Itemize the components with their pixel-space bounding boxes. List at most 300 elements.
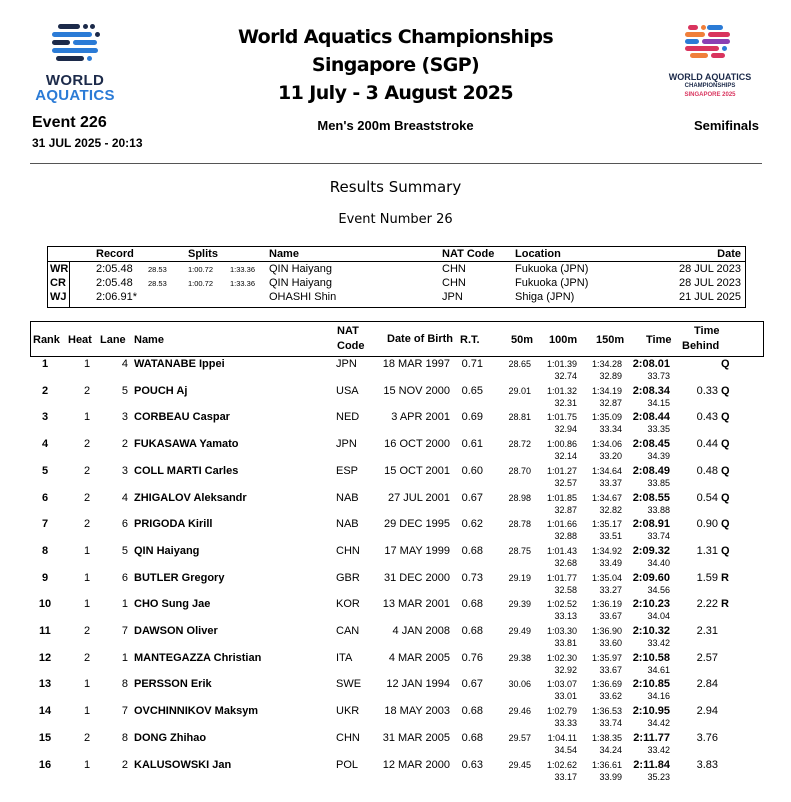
logo-text-aquatics: AQUATICS <box>35 87 115 104</box>
athlete-name: KALUSOWSKI Jan <box>134 758 232 771</box>
heat: 2 <box>83 731 91 744</box>
reaction-time: 0.68 <box>461 598 483 611</box>
split-100m: 1:03.07 <box>546 679 577 690</box>
heat: 2 <box>83 438 91 451</box>
records-header-splits: Splits <box>188 248 218 260</box>
nat-code: GBR <box>336 571 360 584</box>
header-lane: Lane <box>100 334 126 346</box>
split-100m: 1:01.66 <box>546 519 577 530</box>
final-time: 2:09.32 <box>632 544 670 557</box>
record-split-150: 1:33.36 <box>230 265 256 274</box>
split-100m: 1:02.62 <box>546 759 577 770</box>
time-behind: 2.57 <box>696 651 718 664</box>
date-of-birth: 4 MAR 2005 <box>388 651 450 664</box>
date-of-birth: 3 APR 2001 <box>391 411 450 424</box>
lane: 5 <box>121 384 128 397</box>
reaction-time: 0.68 <box>461 731 483 744</box>
nat-code: KOR <box>336 598 360 611</box>
logo-text-championships: CHAMPIONSHIPS <box>684 83 736 89</box>
split-50m: 29.45 <box>508 759 531 770</box>
split-50m: 28.78 <box>508 519 531 530</box>
rank: 12 <box>38 651 52 664</box>
table-row <box>0 732 791 759</box>
record-split-100: 1:00.72 <box>188 265 214 274</box>
nat-code: ESP <box>336 464 359 477</box>
lap-200m: 35.23 <box>647 771 670 782</box>
lap-200m: 33.85 <box>647 477 670 488</box>
split-150m: 1:34.19 <box>591 385 622 396</box>
lane: 1 <box>121 598 128 611</box>
final-time: 2:10.85 <box>632 678 670 691</box>
table-row <box>0 492 791 519</box>
lap-200m: 34.61 <box>647 664 670 675</box>
split-150m: 1:34.64 <box>591 465 622 476</box>
header-rank: Rank <box>33 334 60 346</box>
split-150m: 1:38.35 <box>591 732 622 743</box>
lap-200m: 34.40 <box>647 557 670 568</box>
reaction-time: 0.67 <box>461 678 483 691</box>
lap-150m: 33.27 <box>599 584 622 595</box>
lap-100m: 34.54 <box>554 744 577 755</box>
lap-150m: 33.20 <box>599 451 622 462</box>
lap-150m: 33.49 <box>599 557 622 568</box>
split-150m: 1:34.06 <box>591 439 622 450</box>
reaction-time: 0.68 <box>461 625 483 637</box>
date-of-birth: 18 MAY 2003 <box>384 705 450 718</box>
qualification-mark: Q <box>721 464 730 477</box>
qualification-mark: Q <box>721 518 730 531</box>
final-time: 2:11.77 <box>633 731 670 744</box>
lane: 8 <box>121 678 128 691</box>
records-header-location: Location <box>515 248 561 260</box>
final-time: 2:10.95 <box>632 705 670 718</box>
nat-code: CHN <box>336 731 360 744</box>
heat: 1 <box>83 358 91 370</box>
table-row <box>0 759 791 786</box>
rank: 16 <box>38 758 52 771</box>
lane: 1 <box>121 651 128 664</box>
reaction-time: 0.68 <box>461 544 483 557</box>
lap-150m: 33.67 <box>599 611 622 622</box>
date-of-birth: 31 DEC 2000 <box>383 571 450 584</box>
split-150m: 1:35.97 <box>591 652 622 663</box>
lane: 2 <box>121 438 128 451</box>
time-behind: 2.31 <box>696 625 718 637</box>
athlete-name: DONG Zhihao <box>134 731 207 744</box>
lap-200m: 34.39 <box>647 451 670 462</box>
header-nat: NAT <box>337 325 359 337</box>
header-rt: R.T. <box>460 334 480 346</box>
final-time: 2:10.32 <box>632 625 670 637</box>
lap-200m: 33.74 <box>647 531 670 542</box>
nat-code: JPN <box>336 358 357 370</box>
lap-100m: 33.81 <box>554 638 577 648</box>
athlete-name: CHO Sung Jae <box>134 598 211 611</box>
lap-100m: 32.92 <box>554 664 577 675</box>
lap-200m: 34.15 <box>647 397 670 408</box>
record-split-50: 28.53 <box>148 279 167 288</box>
qualification-mark: Q <box>721 491 730 504</box>
lap-100m: 32.94 <box>554 424 577 435</box>
rank: 2 <box>41 384 49 397</box>
header-time-behind-2: Behind <box>682 340 720 352</box>
header-time: Time <box>646 334 672 346</box>
date-of-birth: 4 JAN 2008 <box>392 625 450 637</box>
header-heat: Heat <box>68 334 92 346</box>
record-time: 2:05.48 <box>96 277 133 289</box>
records-header-name: Name <box>269 248 299 260</box>
nat-code: UKR <box>336 705 360 718</box>
split-50m: 28.75 <box>508 545 531 556</box>
table-row <box>0 678 791 705</box>
heat: 1 <box>83 571 91 584</box>
lap-100m: 32.87 <box>554 504 577 515</box>
split-100m: 1:04.11 <box>547 732 577 743</box>
header-divider <box>30 163 762 164</box>
split-150m: 1:36.61 <box>591 759 622 770</box>
date-of-birth: 17 MAY 1999 <box>384 544 450 557</box>
time-behind: 0.90 <box>696 518 718 531</box>
event-name: Men's 200m Breaststroke <box>317 118 474 133</box>
table-row <box>0 572 791 599</box>
lane: 4 <box>121 358 128 370</box>
lap-150m: 33.99 <box>599 771 622 782</box>
rank: 15 <box>38 731 52 744</box>
time-behind: 2.84 <box>696 678 718 691</box>
lap-100m: 33.01 <box>554 691 577 702</box>
record-type: WJ <box>50 291 67 303</box>
split-50m: 29.46 <box>508 706 531 717</box>
split-150m: 1:36.69 <box>591 679 622 690</box>
reaction-time: 0.61 <box>461 438 483 451</box>
athlete-name: CORBEAU Caspar <box>134 411 230 424</box>
lap-200m: 33.73 <box>647 371 670 381</box>
header-150m: 150m <box>596 334 625 346</box>
lap-200m: 33.35 <box>647 424 670 435</box>
heat: 1 <box>83 678 91 691</box>
rank: 3 <box>41 411 49 424</box>
final-time: 2:08.49 <box>632 464 670 477</box>
logo-text-singapore: SINGAPORE 2025 <box>684 92 736 98</box>
split-100m: 1:02.30 <box>546 652 577 663</box>
athlete-name: QIN Haiyang <box>134 544 200 557</box>
split-100m: 1:01.32 <box>546 385 577 396</box>
split-150m: 1:34.67 <box>591 492 622 503</box>
lap-100m: 33.17 <box>554 771 577 782</box>
lap-100m: 32.31 <box>554 397 577 408</box>
date-of-birth: 18 MAR 1997 <box>382 358 450 370</box>
final-time: 2:11.84 <box>633 758 670 771</box>
lap-150m: 33.34 <box>599 424 622 435</box>
lane: 8 <box>121 731 128 744</box>
rank: 6 <box>41 491 49 504</box>
nat-code: POL <box>336 758 359 771</box>
final-time: 2:08.55 <box>632 491 670 504</box>
reaction-time: 0.76 <box>461 651 483 664</box>
time-behind: 2.94 <box>696 705 718 718</box>
event-phase: Semifinals <box>693 118 759 133</box>
rank: 7 <box>41 518 49 531</box>
split-100m: 1:01.39 <box>546 359 577 369</box>
record-type: WR <box>50 263 69 275</box>
split-50m: 29.01 <box>508 385 531 396</box>
rank: 1 <box>41 358 49 370</box>
records-header-date: Date <box>717 248 741 260</box>
record-time: 2:05.48 <box>96 263 133 275</box>
record-nat: CHN <box>442 277 466 289</box>
final-time: 2:10.23 <box>632 598 670 611</box>
header-name: Name <box>134 334 164 346</box>
table-row <box>0 625 791 652</box>
split-50m: 29.19 <box>508 572 531 583</box>
heat: 2 <box>83 464 91 477</box>
record-location: Fukuoka (JPN) <box>515 277 589 289</box>
split-50m: 29.49 <box>508 626 531 636</box>
split-100m: 1:00.86 <box>546 439 577 450</box>
split-50m: 29.57 <box>508 732 531 743</box>
records-header-nat: NAT Code <box>442 248 495 260</box>
table-row <box>0 598 791 625</box>
rank: 11 <box>39 625 51 637</box>
heat: 1 <box>83 705 91 718</box>
split-150m: 1:36.19 <box>591 599 622 610</box>
final-time: 2:08.91 <box>632 518 670 531</box>
date-of-birth: 29 DEC 1995 <box>383 518 450 531</box>
athlete-name: MANTEGAZZA Christian <box>134 651 262 664</box>
split-100m: 1:01.43 <box>546 545 577 556</box>
records-header-record: Record <box>96 248 134 260</box>
split-150m: 1:34.28 <box>591 359 622 369</box>
header-dob: Date of Birth <box>387 333 453 345</box>
record-split-150: 1:33.36 <box>230 279 256 288</box>
nat-code: NAB <box>336 491 359 504</box>
lane: 5 <box>121 544 128 557</box>
athlete-name: COLL MARTI Carles <box>134 464 239 477</box>
heat: 1 <box>83 544 91 557</box>
athlete-name: PRIGODA Kirill <box>134 518 213 531</box>
nat-code: ITA <box>336 651 353 664</box>
split-100m: 1:01.77 <box>546 572 577 583</box>
lane: 6 <box>121 571 128 584</box>
table-row <box>0 518 791 545</box>
records-table <box>47 246 746 308</box>
split-100m: 1:02.79 <box>546 706 577 717</box>
qualification-mark: Q <box>721 358 730 370</box>
table-row <box>0 358 791 385</box>
heat: 2 <box>83 384 91 397</box>
split-100m: 1:03.30 <box>546 626 577 636</box>
reaction-time: 0.67 <box>461 491 483 504</box>
time-behind: 1.59 <box>696 571 718 584</box>
split-50m: 28.70 <box>508 465 531 476</box>
logo-text-world: WORLD <box>45 72 105 89</box>
lap-200m: 33.42 <box>647 638 670 648</box>
date-of-birth: 15 OCT 2001 <box>384 464 450 477</box>
qualification-mark: Q <box>721 384 730 397</box>
lap-100m: 32.68 <box>554 557 577 568</box>
record-date: 28 JUL 2023 <box>679 263 741 275</box>
lap-150m: 33.74 <box>599 718 622 729</box>
date-of-birth: 15 NOV 2000 <box>383 384 450 397</box>
championship-location: Singapore (SGP) <box>311 54 480 76</box>
split-50m: 30.06 <box>508 679 531 690</box>
split-50m: 28.98 <box>508 492 531 503</box>
event-number: Event 226 <box>32 114 107 131</box>
split-100m: 1:01.27 <box>546 465 577 476</box>
record-holder-name: OHASHI Shin <box>269 291 337 303</box>
date-of-birth: 13 MAR 2001 <box>382 598 450 611</box>
lap-100m: 33.13 <box>554 611 577 622</box>
header-50m: 50m <box>511 334 534 346</box>
time-behind: 0.48 <box>696 464 718 477</box>
athlete-name: WATANABE Ippei <box>134 358 225 370</box>
qualification-mark: Q <box>721 438 730 451</box>
lap-150m: 32.82 <box>599 504 622 515</box>
heat: 1 <box>83 758 91 771</box>
championship-dates: 11 July - 3 August 2025 <box>278 82 513 104</box>
athlete-name: POUCH Aj <box>134 384 188 397</box>
split-150m: 1:36.53 <box>591 706 622 717</box>
lane: 7 <box>121 705 128 718</box>
final-time: 2:08.01 <box>632 358 670 370</box>
time-behind: 2.22 <box>696 598 718 611</box>
nat-code: CAN <box>336 625 360 637</box>
reaction-time: 0.62 <box>461 518 483 531</box>
logo-text-world-aquatics: WORLD AQUATICS <box>668 72 752 82</box>
lap-150m: 33.67 <box>599 664 622 675</box>
lap-200m: 33.88 <box>647 504 670 515</box>
nat-code: JPN <box>336 438 357 451</box>
date-of-birth: 27 JUL 2001 <box>388 491 450 504</box>
date-of-birth: 16 OCT 2000 <box>384 438 450 451</box>
record-date: 28 JUL 2023 <box>679 277 741 289</box>
split-50m: 28.81 <box>508 412 531 423</box>
split-50m: 29.38 <box>508 652 531 663</box>
qualification-mark: Q <box>721 411 730 424</box>
lap-150m: 33.60 <box>599 638 622 648</box>
lap-100m: 32.14 <box>554 451 577 462</box>
rank: 9 <box>41 571 49 584</box>
record-type: CR <box>50 277 66 289</box>
lap-200m: 34.16 <box>647 691 670 702</box>
lane: 3 <box>121 411 128 424</box>
reaction-time: 0.65 <box>461 384 483 397</box>
record-holder-name: QIN Haiyang <box>269 263 332 275</box>
lap-150m: 34.24 <box>599 744 622 755</box>
results-summary-title: Results Summary <box>329 178 462 196</box>
lap-100m: 32.58 <box>554 584 577 595</box>
lap-150m: 32.87 <box>599 397 622 408</box>
split-50m: 29.39 <box>508 599 531 610</box>
nat-code: SWE <box>336 678 362 691</box>
results-header <box>30 321 764 357</box>
lap-200m: 34.04 <box>647 611 670 622</box>
table-row <box>0 705 791 732</box>
split-50m: 28.65 <box>508 359 531 369</box>
record-split-100: 1:00.72 <box>188 279 214 288</box>
split-150m: 1:35.17 <box>591 519 622 530</box>
time-behind: 0.33 <box>696 384 718 397</box>
lap-100m: 32.74 <box>554 371 577 381</box>
final-time: 2:09.60 <box>632 571 670 584</box>
header-code: Code <box>337 340 365 352</box>
nat-code: CHN <box>336 544 360 557</box>
split-150m: 1:36.90 <box>591 626 622 636</box>
athlete-name: ZHIGALOV Aleksandr <box>134 491 247 504</box>
time-behind: 3.76 <box>696 731 718 744</box>
split-100m: 1:01.85 <box>546 492 577 503</box>
table-row <box>0 385 791 412</box>
nat-code: NED <box>336 411 360 424</box>
qualification-mark: R <box>721 571 729 584</box>
lap-150m: 33.37 <box>599 477 622 488</box>
rank: 5 <box>41 464 49 477</box>
rank: 8 <box>41 544 49 557</box>
lap-150m: 33.51 <box>599 531 622 542</box>
lane: 7 <box>121 625 128 637</box>
record-location: Shiga (JPN) <box>515 291 575 303</box>
table-row <box>0 545 791 572</box>
time-behind: 0.44 <box>696 438 718 451</box>
record-location: Fukuoka (JPN) <box>515 263 589 275</box>
table-row <box>0 652 791 679</box>
table-row <box>0 465 791 492</box>
reaction-time: 0.68 <box>461 705 483 718</box>
lap-100m: 33.33 <box>554 718 577 729</box>
split-150m: 1:35.04 <box>591 572 622 583</box>
lap-150m: 33.62 <box>599 691 622 702</box>
record-holder-name: QIN Haiyang <box>269 277 332 289</box>
heat: 2 <box>83 491 91 504</box>
header-time-behind-1: Time <box>694 325 720 337</box>
final-time: 2:08.34 <box>632 384 670 397</box>
date-of-birth: 31 MAR 2005 <box>382 731 450 744</box>
lap-150m: 32.89 <box>599 371 622 381</box>
lane: 2 <box>121 758 128 771</box>
qualification-mark: R <box>721 598 729 611</box>
reaction-time: 0.71 <box>461 358 483 370</box>
lap-100m: 32.88 <box>554 531 577 542</box>
record-split-50: 28.53 <box>148 265 167 274</box>
lap-200m: 34.42 <box>647 718 670 729</box>
split-100m: 1:02.52 <box>546 599 577 610</box>
athlete-name: DAWSON Oliver <box>134 625 218 637</box>
split-100m: 1:01.75 <box>546 412 577 423</box>
heat: 2 <box>83 518 91 531</box>
date-of-birth: 12 MAR 2000 <box>382 758 450 771</box>
rank: 10 <box>38 598 52 611</box>
final-time: 2:10.58 <box>632 651 670 664</box>
athlete-name: PERSSON Erik <box>134 678 212 691</box>
athlete-name: FUKASAWA Yamato <box>134 438 239 451</box>
event-number-label: Event Number 26 <box>338 212 453 227</box>
split-150m: 1:35.09 <box>591 412 622 423</box>
split-50m: 28.72 <box>508 439 531 450</box>
rank: 13 <box>38 678 52 691</box>
heat: 2 <box>83 625 91 637</box>
nat-code: USA <box>336 384 359 397</box>
heat: 2 <box>83 651 91 664</box>
record-date: 21 JUL 2025 <box>679 291 741 303</box>
record-time: 2:06.91* <box>96 291 137 303</box>
lane: 4 <box>121 491 128 504</box>
nat-code: NAB <box>336 518 359 531</box>
championship-title: World Aquatics Championships <box>237 26 554 48</box>
table-row <box>0 438 791 465</box>
lane: 3 <box>121 464 128 477</box>
time-behind: 3.83 <box>696 758 718 771</box>
rank: 4 <box>41 438 49 451</box>
